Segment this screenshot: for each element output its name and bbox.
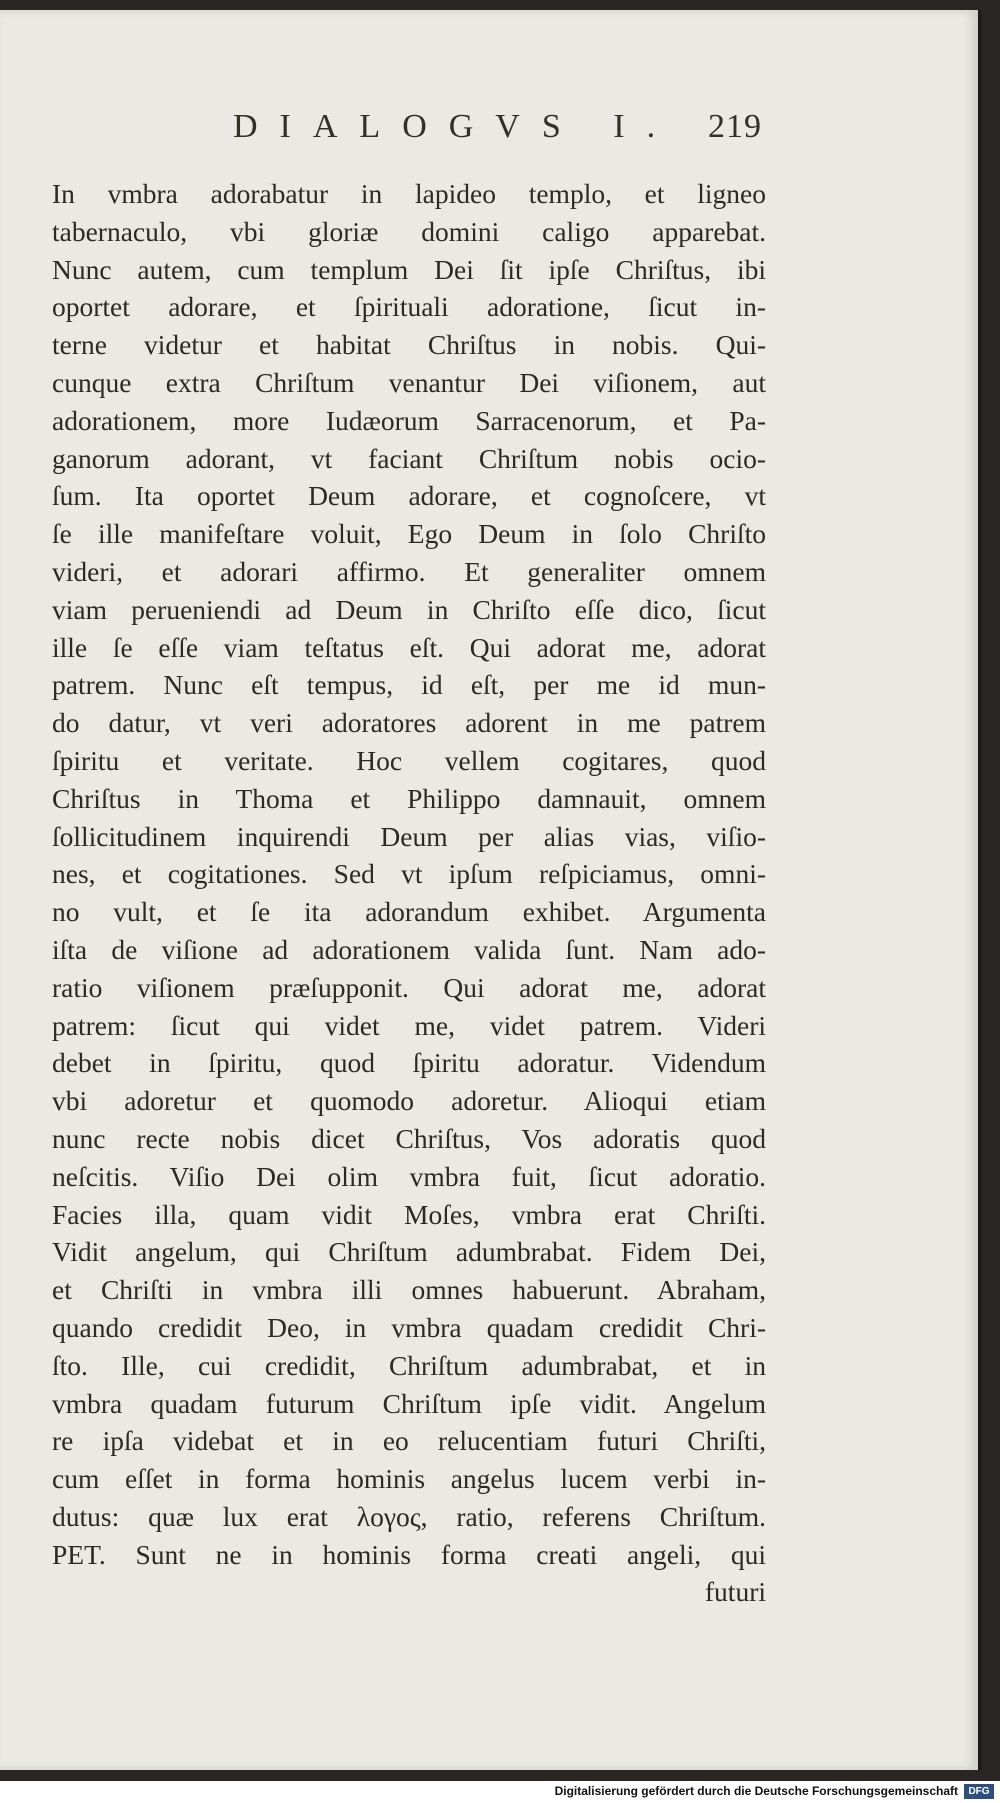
text-line: ganorum adorant, vt faciant Chriſtum nobis ocio- (52, 442, 766, 474)
text-line: Facies illa, quam vidit Moſes, vmbra erat Chriſti. (52, 1198, 766, 1230)
text-line: do datur, vt veri adoratores adorent in me patrem (52, 707, 766, 739)
text-line: ſto. Ille, cui credidit, Chriſtum adumbrabat, et in (52, 1349, 766, 1381)
text-line: vmbra quadam futurum Chriſtum ipſe vidit. Angelum (52, 1387, 766, 1419)
text-line: vbi adoretur et quomodo adoretur. Alioqui etiam (52, 1085, 766, 1117)
text-line: et Chriſti in vmbra illi omnes habuerunt. Abraham, (52, 1274, 766, 1306)
text-line: videri, et adorari affirmo. Et generaliter omnem (52, 555, 766, 587)
dfg-logo-icon: DFG (964, 1784, 994, 1799)
text-line: terne videtur et habitat Chriſtus in nobis. Qui- (52, 329, 766, 361)
text-line: quando credidit Deo, in vmbra quadam credidit Chri- (52, 1311, 766, 1343)
text-line: futuri (704, 1576, 766, 1608)
text-line: PET. Sunt ne in hominis forma creati angeli, qui (52, 1538, 766, 1570)
text-line: cum eſſet in forma hominis angelus lucem verbi in- (52, 1463, 766, 1495)
funding-credit: Digitalisierung gefördert durch die Deutsche Forschungsgemeinschaft (554, 1784, 958, 1798)
text-line: patrem: ſicut qui videt me, videt patrem. Videri (52, 1009, 766, 1041)
text-line: In vmbra adorabatur in lapideo templo, et ligneo (52, 178, 766, 209)
text-line: patrem. Nunc eſt tempus, id eſt, per me id mun- (52, 669, 766, 701)
running-title: DIALOGVS I. (233, 108, 678, 145)
text-line: oportet adorare, et ſpirituali adoratione, ſicut in- (52, 291, 766, 323)
text-line: tabernaculo, vbi gloriæ domini caligo apparebat. (52, 215, 766, 247)
text-line: ſollicitudinem inquirendi Deum per alias vias, viſio- (52, 820, 766, 852)
text-line: no vult, et ſe ita adorandum exhibet. Argumenta (52, 896, 766, 928)
text-line: Nunc autem, cum templum Dei ſit ipſe Chriſtus, ibi (52, 253, 766, 285)
text-line: re ipſa videbat et in eo relucentiam futuri Chriſti, (52, 1425, 766, 1457)
text-line: ſpiritu et veritate. Hoc vellem cogitares, quod (52, 744, 766, 776)
book-page (0, 10, 981, 1770)
text-line: adorationem, more Iudæorum Sarracenorum, et Pa- (52, 404, 766, 436)
text-line: cunque extra Chriſtum venantur Dei viſionem, aut (52, 366, 766, 398)
text-line: viam perueniendi ad Deum in Chriſto eſſe dico, ſicut (52, 593, 766, 625)
text-line: debet in ſpiritu, quod ſpiritu adoratur. Videndum (52, 1047, 766, 1079)
text-line: iſta de viſione ad adorationem valida ſunt. Nam ado- (52, 933, 766, 965)
page-header (0, 108, 978, 158)
text-line: ille ſe eſſe viam teſtatus eſt. Qui adorat me, adorat (52, 631, 766, 663)
text-line: ſe ille manifeſtare voluit, Ego Deum in ſolo Chriſto (52, 518, 766, 550)
text-line: Vidit angelum, qui Chriſtum adumbrabat. Fidem Dei, (52, 1236, 766, 1268)
text-line: dutus: quæ lux erat λογος, ratio, referens Chriſtum. (52, 1500, 766, 1532)
footer-bar (0, 1781, 1000, 1803)
text-line: neſcitis. Viſio Dei olim vmbra fuit, ſicut adoratio. (52, 1160, 766, 1192)
text-line: Chriſtus in Thoma et Philippo damnauit, omnem (52, 782, 766, 814)
text-line: ſum. Ita oportet Deum adorare, et cognoſcere, vt (52, 480, 766, 512)
text-line: nunc recte nobis dicet Chriſtus, Vos adoratis quod (52, 1122, 766, 1154)
body-text (52, 175, 766, 1611)
page-number: 219 (708, 108, 762, 145)
text-line: nes, et cogitationes. Sed vt ipſum reſpiciamus, omni- (52, 858, 766, 890)
text-line: ratio viſionem præſupponit. Qui adorat me, adorat (52, 971, 766, 1003)
